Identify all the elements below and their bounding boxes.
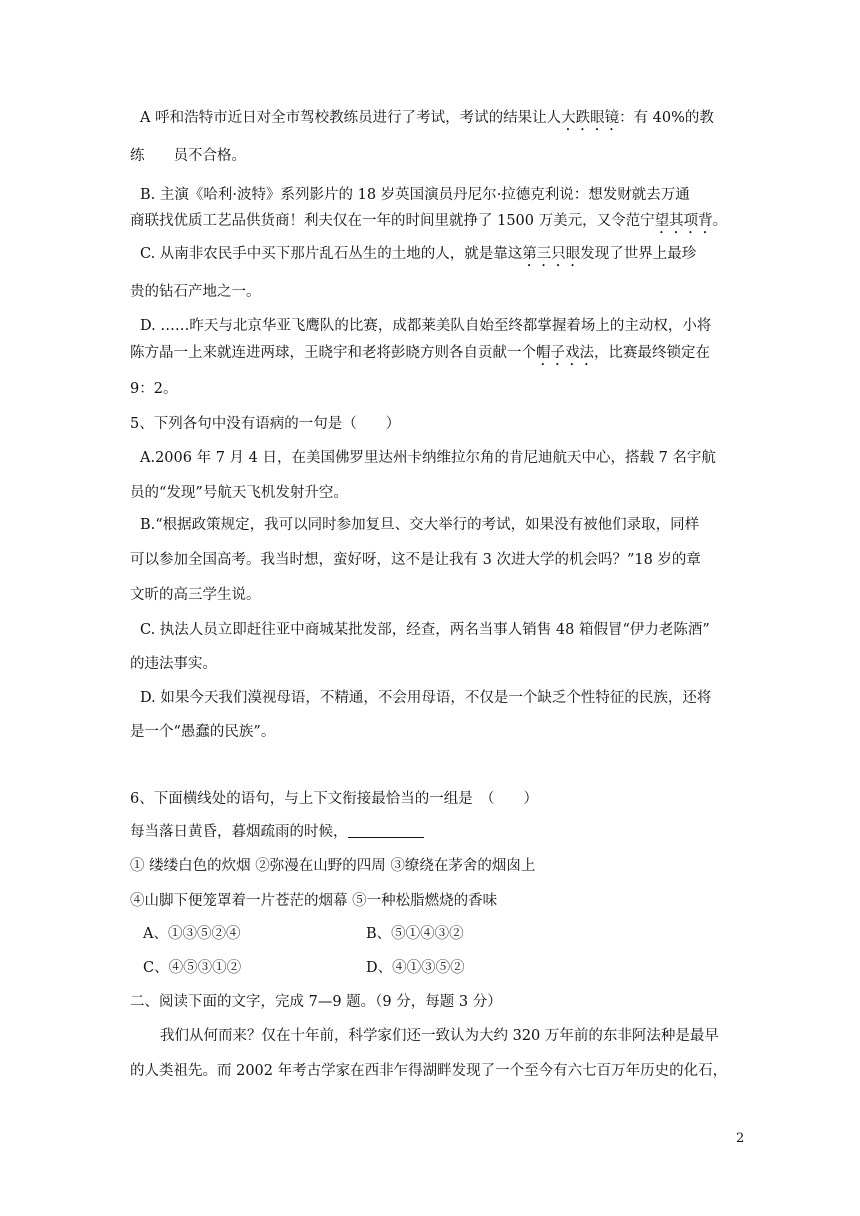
q4-option-c-line2: 贵的钻石产地之一。 [130,284,261,300]
emphasis-dots: 第三只眼 [522,246,581,262]
q6-option-b: B、⑤①④③② [366,926,464,942]
q4-option-c-line1: C. 从南非农民手中买下那片乱石丛生的土地的人，就是靠这第三只眼发现了世界上最珍 [140,246,697,262]
q5-option-d-line2: 是一个“愚蠢的民族”。 [130,724,276,740]
q5-stem: 5、下列各句中没有语病的一句是（ ） [130,416,401,432]
q6-stem: 6、下面横线处的语句，与上下文衔接最恰当的一组是 （ ） [130,791,538,807]
page-number: 2 [736,1131,745,1146]
emphasis-dots: 望其项背 [654,213,713,229]
q5-option-b-line1: B.“根据政策规定，我可以同时参加复旦、交大举行的考试，如果没有被他们录取，同样 [140,517,700,533]
q4-option-a-line1: A 呼和浩特市近日对全市驾校教练员进行了考试，考试的结果让人大跌眼镜：有 40%的教 [140,110,714,126]
emphasis-dots: 帽子戏法 [536,345,594,361]
q4-option-d-line2: 陈方晶一上来就连进两球，王晓宇和老将彭晓方则各自贡献一个帽子戏法，比赛最终锁定在 [130,345,710,361]
section2-heading: 二、阅读下面的文字，完成 7—9 题。（9 分，每题 3 分） [130,994,502,1010]
q5-option-b-line3: 文昕的高三学生说。 [130,587,261,603]
section2-paragraph-line1: 我们从何而来？仅在十年前，科学家们还一致认为大约 320 万年前的东非阿法种是最早 [160,1028,719,1044]
q6-items-line2: ④山脚下便笼罩着一片苍茫的烟幕 ⑤一种松脂燃烧的香味 [130,893,498,909]
q6-option-c: C、④⑤③①② [143,960,242,976]
q6-items-line1: ① 缕缕白色的炊烟 ②弥漫在山野的四周 ③缭绕在茅舍的烟囱上 [130,858,536,874]
q4-option-d-line3: 9：2。 [130,381,178,397]
q5-option-a-line1: A.2006 年 7 月 4 日，在美国佛罗里达州卡纳维拉尔角的肯尼迪航天中心，搭载 7 名宇航 [140,450,716,466]
q5-option-c-line2: 的违法事实。 [130,656,217,672]
q5-option-b-line2: 可以参加全国高考。我当时想，蛮好呀，这不是让我有 3 次进大学的机会吗？”18 岁的章 [130,552,701,568]
emphasis-dots: 大跌眼镜 [561,110,620,126]
answer-blank [348,823,424,838]
q4-option-b-line1: B. 主演《哈利·波特》系列影片的 18 岁英国演员丹尼尔·拉德克利说：想发财就去万通 [140,187,690,203]
q5-option-c-line1: C. 执法人员立即赶往亚中商城某批发部，经查，两名当事人销售 48 箱假冒“伊力老陈酒” [140,622,710,638]
q6-context: 每当落日黄昏，暮烟疏雨的时候， [130,822,424,842]
q4-option-b-line2: 商联找优质工艺品供货商！利夫仅在一年的时间里就挣了 1500 万美元，又令范宁望其项背。 [130,213,728,229]
section2-paragraph-line2: 的人类祖先。而 2002 年考古学家在西非乍得湖畔发现了一个至今有六七百万年历史的化石， [130,1063,728,1079]
q4-option-a-line2: 练 员不合格。 [130,148,246,164]
q6-option-a: A、①③⑤②④ [143,926,241,942]
q5-option-d-line1: D. 如果今天我们漠视母语，不精通，不会用母语，不仅是一个缺乏个性特征的民族，还将 [140,690,712,706]
q4-option-d-line1: D. ……昨天与北京华亚飞鹰队的比赛，成都莱美队自始至终都掌握着场上的主动权，小将 [140,318,712,334]
q6-option-d: D、④①③⑤② [366,960,465,976]
q5-option-a-line2: 员的“发现”号航天飞机发射升空。 [130,485,348,501]
